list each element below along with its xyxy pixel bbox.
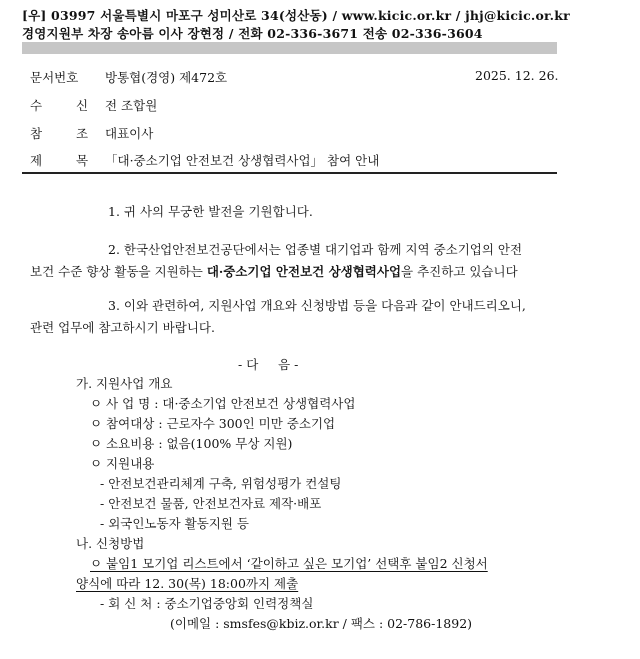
details-heading: - 다 음 - [238, 357, 299, 372]
support-item-2: - 안전보건 물품, 안전보건자료 제작·배포 [100, 496, 322, 511]
paragraph-2-pre: 보건 수준 향상 활동을 지원하는 [30, 264, 207, 279]
paragraph-2-line-2 [30, 262, 518, 280]
a-item-support: ㅇ 지원내용 [90, 456, 155, 471]
support-item-3: - 외국인노동자 활동지원 등 [100, 516, 249, 531]
paragraph-2-line-1: 2. 한국산업안전보건공단에서는 업종별 대기업과 함께 지역 중소기업의 안전 [108, 242, 523, 257]
reply-contact-detail: (이메일 : smsfes@kbiz.or.kr / 팩스 : 02-786-1892) [170, 616, 473, 631]
a-item-eligibility: ㅇ 참여대상 : 근로자수 300인 미만 중소기업 [90, 416, 336, 431]
paragraph-3-line-2: 관련 업무에 참고하시기 바랍니다. [30, 320, 215, 335]
recipient: 전 조합원 [105, 98, 158, 113]
reply-contact: - 회 신 처 : 중소기업중앙회 인력정책실 [100, 596, 314, 611]
reference-label: 참 조 [30, 126, 104, 141]
letterhead-address: [우] 03997 서울특별시 마포구 성미산로 34(성산동) / www.kicic.or.kr / jhj@kicic.or.kr [22, 8, 570, 23]
subject-label: 제 목 [30, 153, 104, 168]
program-name-bold: 대·중소기업 안전보건 상생협력사업 [206, 264, 402, 279]
support-item-1: - 안전보건관리체계 구축, 위험성평가 컨설팅 [100, 476, 342, 491]
section-b-title: 나. 신청방법 [76, 536, 145, 551]
meta-divider [22, 172, 557, 174]
letterhead-contact: 경영지원부 차장 송아름 이사 장현정 / 전화 02-336-3671 전송 02-336-3604 [22, 26, 483, 41]
paragraph-1: 1. 귀 사의 무궁한 발전을 기원합니다. [108, 204, 313, 219]
a-item-program: ㅇ 사 업 명 : 대·중소기업 안전보건 상생협력사업 [90, 396, 356, 411]
paragraph-3-line-1: 3. 이와 관련하여, 지원사업 개요와 신청방법 등을 다음과 같이 안내드리오니, [108, 298, 526, 313]
doc-date: 2025. 12. 26. [475, 68, 559, 83]
doc-number: 방통협(경영) 제472호 [105, 70, 228, 85]
subject: 「대·중소기업 안전보건 상생협력사업」 참여 안내 [105, 153, 380, 168]
paragraph-2-post: 을 추진하고 있습니다 [401, 264, 518, 279]
application-instruction-line-1: ㅇ 붙임1 모기업 리스트에서 ‘같이하고 싶은 모기업’ 선택후 붙임2 신청서 [90, 556, 488, 571]
recipient-label: 수 신 [30, 98, 104, 113]
a-item-cost: ㅇ 소요비용 : 없음(100% 무상 지원) [90, 436, 293, 451]
section-a-title: 가. 지원사업 개요 [76, 376, 173, 391]
reference: 대표이사 [105, 126, 154, 141]
header-divider-bar [22, 42, 557, 54]
application-instruction-line-2: 양식에 따라 12. 30(목) 18:00까지 제출 [76, 576, 299, 591]
doc-number-label: 문서번호 [30, 70, 79, 85]
